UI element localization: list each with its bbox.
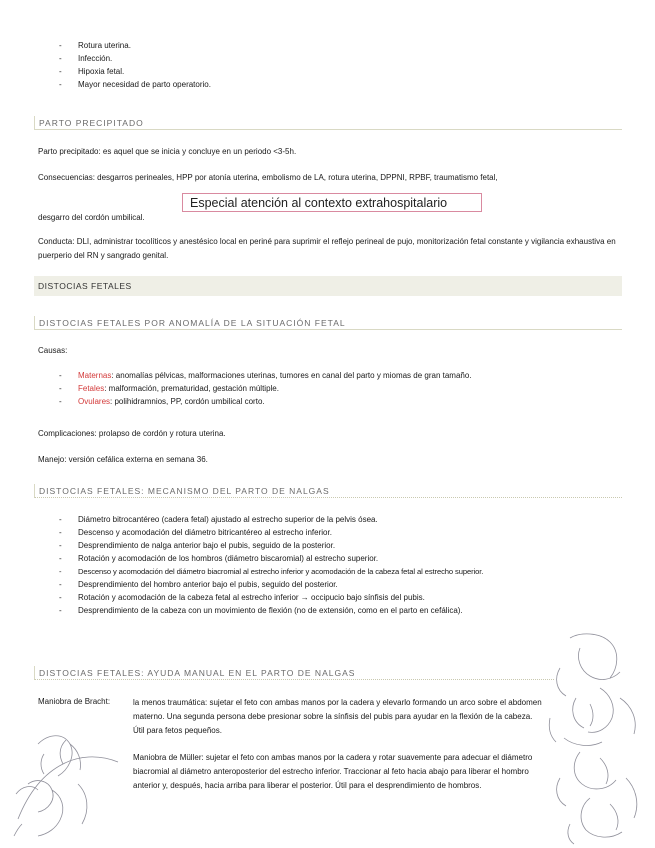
maneuver-illustration-right — [540, 628, 652, 848]
mecanismo-list — [59, 514, 623, 616]
section-heading-distocias-fetales: DISTOCIAS FETALES — [34, 276, 622, 296]
list-item: - Hipoxia fetal. — [59, 67, 125, 76]
top-list — [59, 40, 478, 92]
section-heading-mecanismo: DISTOCIAS FETALES: MECANISMO DEL PARTO DE NALGAS — [34, 484, 622, 498]
list-item: - Rotación y acomodación de la cabeza fetal al estrecho inferior → occipucio bajo sínfisis del pubis. — [59, 593, 425, 602]
definition-text: Parto precipitado: es aquel que se inicia y concluye en un periodo <3-5h. — [38, 147, 297, 156]
section-heading-parto-precipitado: PARTO PRECIPITADO — [34, 116, 622, 130]
consecuencias-text: Consecuencias: desgarros perineales, HPP por atonía uterina, embolismo de LA, rotura uterina, DPPNI, RPBF, traumatismo fetal, — [38, 173, 498, 182]
list-item: - Mayor necesidad de parto operatorio. — [59, 80, 211, 89]
list-item: - Descenso y acomodación del diámetro bitricantéreo al estrecho inferior. — [59, 528, 332, 537]
causas-label: Causas: — [38, 346, 68, 355]
muller-text: Maniobra de Müller: sujetar el feto con ambas manos por la cadera y rotar suavemente para adecuar el diámetro biacromial al diámetro anteroposterior del estrecho inferior. Traccionar al feto hacia abajo para liberar el hombro anterior y, después, hacia arriba para liberar el posterior. Útil para el desprendimiento de hombros. — [133, 753, 533, 790]
list-item: - Diámetro bitrocantéreo (cadera fetal) ajustado al estrecho superior de la pelvis ósea. — [59, 515, 378, 524]
list-item: - Ovulares: polihidramnios, PP, cordón umbilical corto. — [59, 397, 265, 406]
list-item: - Infección. — [59, 54, 113, 63]
conducta-text: Conducta: DLI, administrar tocolíticos y anestésico local en periné para suprimir el reflejo perineal de pujo, monitorización fetal constante y vigilancia exhaustiva en puerperio del RN y sangrado genital. — [38, 237, 616, 260]
section-heading-situacion-fetal: DISTOCIAS FETALES POR ANOMALÍA DE LA SITUACIÓN FETAL — [34, 316, 622, 330]
causas-list — [59, 370, 618, 409]
complicaciones-text: Complicaciones: prolapso de cordón y rotura uterina. — [38, 429, 226, 438]
hands-illustration-left — [8, 724, 128, 839]
list-item: - Maternas: anomalías pélvicas, malformaciones uterinas, tumores en canal del parto y miomas de gran tamaño. — [59, 371, 472, 380]
bracht-text: la menos traumática: sujetar el feto con ambas manos por la cadera y elevarlo formando un arco sobre el abdomen materno. Una segunda persona debe presionar sobre la sínfisis del pubis para ayudar en la flexión de la cabeza. Útil para fetos pequeños. — [133, 698, 542, 735]
list-item: - Desprendimiento del hombro anterior bajo el pubis, seguido del posterior. — [59, 580, 338, 589]
bracht-label: Maniobra de Bracht: — [38, 697, 111, 706]
list-item: - Rotación y acomodación de los hombros (diámetro biscaromial) al estrecho superior. — [59, 554, 379, 563]
list-item: - Descenso y acomodación del diámetro biacromial al estrecho inferior y acomodación de la cabeza fetal al estrecho superior. — [59, 567, 484, 576]
callout-box: Especial atención al contexto extrahospitalario — [182, 193, 482, 212]
list-item: - Desprendimiento de nalga anterior bajo el pubis, seguido de la posterior. — [59, 541, 336, 550]
list-item: - Rotura uterina. — [59, 41, 131, 50]
manejo-text: Manejo: versión cefálica externa en semana 36. — [38, 455, 208, 464]
list-item: - Desprendimiento de la cabeza con un movimiento de flexión (no de extensión, como en el parto en cefálica). — [59, 606, 463, 615]
section-heading-ayuda-manual: DISTOCIAS FETALES: AYUDA MANUAL EN EL PARTO DE NALGAS — [34, 666, 554, 680]
consecuencias-text-cont: desgarro del cordón umbilical. — [38, 213, 145, 222]
list-item: - Fetales: malformación, prematuridad, gestación múltiple. — [59, 384, 279, 393]
